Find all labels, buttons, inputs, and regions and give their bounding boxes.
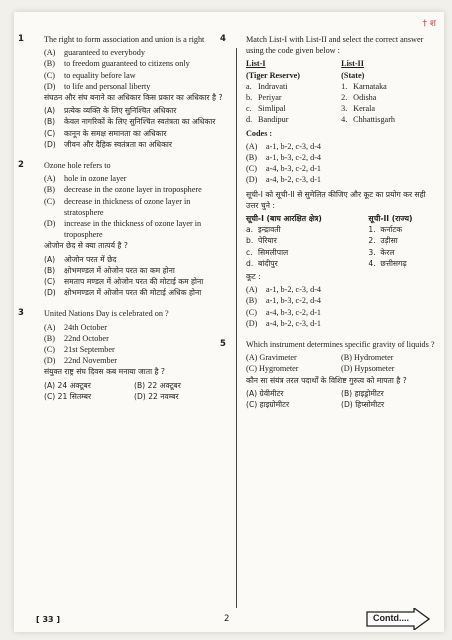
option-key: (A) <box>246 285 258 295</box>
page-number: 2 <box>224 614 230 624</box>
paper-code: [ 33 ] <box>36 615 61 624</box>
match-row <box>246 81 436 92</box>
list-2-subheader: (State) <box>341 70 365 80</box>
row-key: d. <box>246 258 254 268</box>
match-table-hindi <box>246 213 436 269</box>
option-key: (A) <box>246 388 258 398</box>
option-key: (A) <box>246 353 258 363</box>
option-d[interactable] <box>44 218 224 240</box>
row-left-text: Simlipal <box>258 104 286 114</box>
right-column <box>220 34 436 410</box>
question-2 <box>18 160 224 298</box>
question-stem-hindi: कौन सा संयंत्र तरल पदार्थों के विशिष्ट गुरुत्व को मापता है ? <box>246 375 407 385</box>
option-key: (D) <box>44 356 56 366</box>
option-text: Hygrometer <box>258 364 299 374</box>
option-text: 21 सितम्बर <box>57 391 92 401</box>
row-key: 3. <box>368 247 376 257</box>
option-key: (A) <box>44 322 56 332</box>
row-left-text: Bandipur <box>258 115 289 125</box>
option-key: (B) <box>246 153 257 163</box>
option-key: (D) <box>246 318 258 328</box>
option-b[interactable] <box>44 184 224 195</box>
option-key: (B) <box>341 388 353 398</box>
row-key: c. <box>246 104 252 114</box>
list-1-header: List-I <box>246 59 266 69</box>
option-text: to freedom guaranteed to citizens only <box>64 59 190 69</box>
row-right-text: कर्नाटक <box>380 225 403 235</box>
options-hindi-row-1 <box>246 388 436 399</box>
question-stem: Which instrument determines specific gravity of liquids ? <box>246 340 435 350</box>
option-c-hindi[interactable] <box>44 391 134 402</box>
option-key: (A) <box>44 48 56 58</box>
option-key: (C) <box>246 164 257 174</box>
option-key: (C) <box>246 307 257 317</box>
option-text: a-1, b-3, c-2, d-4 <box>266 296 322 306</box>
row-left-text: सिमलीपाल <box>258 247 289 257</box>
option-key: (B) <box>246 296 257 306</box>
option-key: (C) <box>44 128 56 138</box>
question-stem: Ozone hole refers to <box>44 161 111 171</box>
option-a[interactable] <box>44 47 224 58</box>
option-d-hindi[interactable] <box>44 139 224 150</box>
option-key: (D) <box>44 139 56 149</box>
options-row-2 <box>246 363 436 374</box>
option-key: (D) <box>44 219 56 229</box>
option-text: समताप मण्डल में ओजोन परत की मोटाई कम होना <box>64 277 204 287</box>
match-table <box>246 58 436 125</box>
option-d-hindi[interactable] <box>341 399 436 410</box>
row-key: 1. <box>368 225 376 235</box>
match-row <box>246 258 436 269</box>
option-text: increase in the thickness of ozone layer in troposphere <box>64 219 202 240</box>
option-text: guaranteed to everybody <box>64 48 145 58</box>
option-text: हिप्सोमीटर <box>355 400 385 410</box>
option-d[interactable] <box>44 81 224 92</box>
question-1 <box>18 34 224 150</box>
option-b[interactable] <box>44 333 224 344</box>
row-right-text: केरल <box>380 247 395 257</box>
option-a[interactable] <box>44 173 224 184</box>
option-text: 24th October <box>64 322 107 332</box>
option-text: a-4, b-2, c-3, d-1 <box>266 175 322 185</box>
row-key: 3. <box>341 104 348 114</box>
match-row <box>246 92 436 103</box>
row-right-text: Kerala <box>353 104 375 114</box>
question-stem: United Nations Day is celebrated on ? <box>44 309 169 319</box>
options-row-1 <box>246 352 436 363</box>
row-key: 4. <box>341 115 348 125</box>
option-key: (D) <box>44 288 56 298</box>
option-text: decrease in thickness of ozone layer in stratosphere <box>64 196 191 217</box>
option-text: 22nd November <box>64 356 117 366</box>
row-right-text: Odisha <box>353 93 377 103</box>
option-text: हाइड्रोमीटर <box>354 388 384 398</box>
option-key: (D) <box>341 364 353 374</box>
match-row <box>246 247 436 258</box>
question-stem-hindi: सूची-I को सूची-II से सुमेलित कीजिए और कूट का प्रयोग कर सही उत्तर चुने : <box>246 189 426 210</box>
option-text: ग्रेवीमीटर <box>259 388 284 398</box>
option-text: केवल नागरिकों के लिए सुनिश्चित स्वतंत्रता का अधिकार <box>64 117 216 127</box>
option-text: a-4, b-3, c-2, d-1 <box>266 307 322 317</box>
list-2-header-hindi: सूची-II (राज्य) <box>368 214 413 224</box>
option-c-hindi[interactable] <box>246 307 436 318</box>
option-d[interactable] <box>341 363 436 374</box>
option-d[interactable] <box>246 174 436 185</box>
option-text: decrease in the ozone layer in troposphere <box>64 185 202 195</box>
option-text: क्षोभमण्डल में ओजोन परत की मोटाई अधिक होना <box>64 288 202 298</box>
question-number: 3 <box>18 308 24 319</box>
row-right-text: Karnataka <box>353 81 387 91</box>
option-text: जीवन और दैहिक स्वतंत्रता का अधिकार <box>64 139 172 149</box>
option-b[interactable] <box>341 352 436 363</box>
left-column <box>18 34 224 402</box>
option-key: (C) <box>246 400 258 410</box>
option-a-hindi[interactable] <box>44 380 134 391</box>
option-c-hindi[interactable] <box>44 276 224 287</box>
option-text: Gravimeter <box>259 353 297 363</box>
option-key: (A) <box>44 174 56 184</box>
option-text: 22nd October <box>64 333 109 343</box>
option-text: a-4, b-2, c-3, d-1 <box>266 318 322 328</box>
option-key: (A) <box>44 106 56 116</box>
option-b-hindi[interactable] <box>44 116 224 127</box>
match-row <box>246 103 436 114</box>
question-stem: The right to form association and union is a right <box>44 35 205 44</box>
match-row <box>246 235 436 246</box>
list-2-header: List-II <box>341 59 364 69</box>
list-1-header-hindi: सूची-I (बाघ आरक्षित क्षेत्र) <box>246 214 322 224</box>
option-b-hindi[interactable] <box>134 380 224 391</box>
options-hindi-row-2 <box>44 391 224 402</box>
option-b[interactable] <box>246 152 436 163</box>
option-text: 24 अक्टूबर <box>57 380 91 390</box>
corner-mark: † श <box>422 19 436 29</box>
option-key: (C) <box>246 364 257 374</box>
row-key: a. <box>246 81 252 91</box>
option-a-hindi[interactable] <box>44 254 224 265</box>
options-hindi-row-1 <box>44 380 224 391</box>
option-text: ओजोन परत में छेद <box>64 254 117 264</box>
row-right-text: छत्तीसगढ़ <box>380 258 407 268</box>
option-key: (B) <box>341 353 352 363</box>
option-d-hindi[interactable] <box>246 318 436 329</box>
question-stem-hindi: ओजोन छेद से क्या तात्पर्य है ? <box>44 241 128 251</box>
option-text: प्रत्येक व्यक्ति के लिए सुनिश्चित अधिकार <box>64 106 177 116</box>
option-key: (C) <box>44 345 55 355</box>
row-key: c. <box>246 247 253 257</box>
option-text: to life and personal liberty <box>64 81 151 91</box>
option-text: a-1, b-2, c-3, d-4 <box>266 285 322 295</box>
option-key: (B) <box>134 380 146 390</box>
option-key: (D) <box>44 81 56 91</box>
row-key: b. <box>246 236 254 246</box>
exam-page <box>14 12 444 632</box>
option-key: (B) <box>44 185 55 195</box>
question-number: 5 <box>220 339 226 350</box>
row-left-text: पेरियार <box>258 236 277 246</box>
option-c[interactable] <box>246 363 341 374</box>
option-d-hindi[interactable] <box>44 287 224 298</box>
question-number: 2 <box>18 160 24 171</box>
options-hindi-row-2 <box>246 399 436 410</box>
option-key: (B) <box>44 265 56 275</box>
question-stem-hindi: संयुक्त राष्ट्र संघ दिवस कब मनाया जाता है ? <box>44 367 165 377</box>
question-number: 4 <box>220 34 226 44</box>
option-text: Hypsometer <box>354 364 395 374</box>
option-key: (D) <box>134 391 146 401</box>
option-key: (C) <box>44 391 56 401</box>
row-key: 2. <box>368 236 376 246</box>
option-text: 22 नवम्बर <box>148 391 179 401</box>
row-right-text: उड़ीसा <box>380 236 398 246</box>
option-key: (B) <box>44 59 55 69</box>
row-left-text: Periyar <box>258 93 282 103</box>
row-key: 2. <box>341 93 348 103</box>
option-key: (A) <box>44 380 56 390</box>
option-text: a-1, b-3, c-2, d-4 <box>266 153 322 163</box>
option-b-hindi[interactable] <box>246 295 436 306</box>
row-left-text: इन्द्रावती <box>258 225 281 235</box>
row-left-text: Indravati <box>258 81 288 91</box>
list-1-subheader: (Tiger Reserve) <box>246 70 301 80</box>
option-text: a-1, b-2, c-3, d-4 <box>266 141 322 151</box>
option-key: (A) <box>44 254 56 264</box>
row-key: 1. <box>341 81 348 91</box>
option-text: 21st September <box>64 345 115 355</box>
option-text: Hydrometer <box>353 353 394 363</box>
option-a-hindi[interactable] <box>246 284 436 295</box>
option-key: (D) <box>341 400 353 410</box>
question-4 <box>220 34 436 329</box>
option-d[interactable] <box>44 355 224 366</box>
row-key: b. <box>246 93 253 103</box>
option-c[interactable] <box>44 344 224 355</box>
option-c[interactable] <box>246 163 436 174</box>
row-left-text: बांदीपुर <box>258 258 278 268</box>
option-c[interactable] <box>44 70 224 81</box>
question-stem: Match List-I with List-II and select the correct answer using the code given below : <box>246 35 424 56</box>
option-text: a-4, b-3, c-2, d-1 <box>266 164 322 174</box>
option-b[interactable] <box>44 58 224 69</box>
codes-label: Codes : <box>246 128 273 138</box>
option-text: क्षोभमण्डल में ओजोन परत का कम होना <box>64 265 175 275</box>
option-a[interactable] <box>246 352 341 363</box>
column-divider <box>236 48 237 608</box>
option-text: हाइग्रोमीटर <box>259 400 290 410</box>
question-number: 1 <box>18 34 24 44</box>
option-key: (C) <box>44 196 55 206</box>
option-c-hindi[interactable] <box>44 128 224 139</box>
option-text: 22 अक्टूबर <box>147 380 181 390</box>
option-b-hindi[interactable] <box>341 388 436 399</box>
option-a-hindi[interactable] <box>246 388 341 399</box>
row-key: a. <box>246 225 254 235</box>
option-text: कानून के समक्ष समानता का अधिकार <box>64 128 167 138</box>
row-right-text: Chhattisgarh <box>353 115 396 125</box>
option-key: (D) <box>246 175 258 185</box>
match-row <box>246 114 436 125</box>
match-row <box>246 224 436 235</box>
option-text: hole in ozone layer <box>64 174 127 184</box>
question-stem-hindi: संघठन और संघ बनाने का अधिकार किस प्रकार का अधिकार है ? <box>44 93 223 103</box>
option-a-hindi[interactable] <box>44 105 224 116</box>
option-a[interactable] <box>44 322 224 333</box>
continued-arrow <box>366 608 430 630</box>
continued-label: Contd.... <box>373 613 409 623</box>
codes-label-hindi: कूट : <box>246 272 261 282</box>
option-c-hindi[interactable] <box>246 399 341 410</box>
option-key: (B) <box>44 333 55 343</box>
option-d-hindi[interactable] <box>134 391 224 402</box>
option-text: to equality before law <box>64 70 136 80</box>
option-key: (C) <box>44 277 56 287</box>
option-key: (A) <box>246 141 258 151</box>
row-key: d. <box>246 115 253 125</box>
option-b-hindi[interactable] <box>44 265 224 276</box>
option-c[interactable] <box>44 196 224 218</box>
option-key: (B) <box>44 117 56 127</box>
option-key: (C) <box>44 70 55 80</box>
question-3 <box>18 308 224 402</box>
row-key: 4. <box>368 258 376 268</box>
question-5 <box>220 339 436 410</box>
option-a[interactable] <box>246 141 436 152</box>
